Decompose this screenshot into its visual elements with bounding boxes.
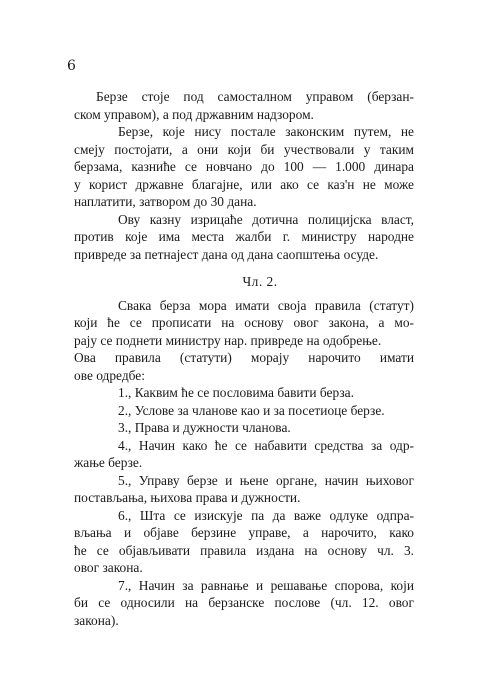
text-line: постављања, њихова права и дужности. <box>74 490 301 505</box>
paragraph-exchange-management <box>74 88 414 123</box>
text-line: ове одредбе: <box>74 367 145 383</box>
list-item <box>74 507 414 577</box>
paragraph-penalty-authority <box>74 211 414 264</box>
text-line: 2., Услове за чланове као и за посетиоце берзе. <box>118 402 385 418</box>
list-item <box>96 419 414 437</box>
text-line: 3., Права и дужности чланова. <box>118 420 291 435</box>
text-line: Берзе стоје под самосталном управом (берзан- <box>96 89 414 104</box>
list-item <box>96 384 414 402</box>
text-line: 1., Каквим ће се пословима бавити берза. <box>118 385 354 400</box>
provisions-list <box>74 384 414 629</box>
text-line: закона). <box>74 612 119 628</box>
text-line: привреде за петнајест дана од дана саопштења осуде. <box>74 246 379 262</box>
text-line: против које има места жалби г. министру народне <box>74 229 414 244</box>
text-line: Берзе, које нису постале законским путем, не <box>118 124 414 139</box>
text-line: жање берзе. <box>74 455 143 470</box>
text-line: ском управом), а под државним надзором. <box>74 106 314 122</box>
text-line: берзама, казниће се новчано до 100 — 1.000 динара <box>74 159 414 174</box>
list-item <box>74 577 414 630</box>
text-line: наплатити, затвором до 30 дана. <box>74 194 257 209</box>
list-item <box>74 437 414 472</box>
text-line: 4., Начин како ће се набавити средства за одр- <box>118 437 414 453</box>
paragraph-illegal-exchanges <box>74 123 414 211</box>
text-line: 6., Шта се изискује па да важе одлуке одпра- <box>118 507 414 523</box>
text-line: Ова правила (статути) морају нарочито имати <box>74 350 414 365</box>
text-line: 5., Управу берзе и њене органе, начин њиховог <box>118 472 414 488</box>
text-line: би се односили на берзанске послове (чл. 12. овог <box>74 595 414 610</box>
text-line: ће се објављивати правила издана на основу чл. 3. <box>74 542 414 558</box>
page-number: 6 <box>67 58 76 74</box>
text-line: у корист државне благајне, или ако се каз'н не може <box>74 176 414 192</box>
paragraph-exchange-rules <box>74 297 414 350</box>
text-line: Свака берза мора имати своја правила (статут) <box>118 297 414 313</box>
text-line: Ову казну изрицаће дотична полицијска власт, <box>118 211 414 227</box>
paragraph-required-provisions <box>74 349 414 384</box>
list-item <box>96 402 414 420</box>
list-item <box>74 472 414 507</box>
text-line: рају се поднети министру нар. привреде на одобрење. <box>74 332 382 348</box>
text-line: 7., Начин за равнање и решавање спорова, који <box>118 577 414 593</box>
text-line: вљања и објаве берзине управе, а нарочито, како <box>74 525 414 540</box>
text-line: који ће се прописати на основу овог закона, а мо- <box>74 315 414 330</box>
text-line: смеју постојати, а они који би учествовали у таким <box>74 141 414 157</box>
text-line: овог закона. <box>74 560 143 575</box>
body-text <box>74 88 414 629</box>
article-heading: Чл. 2. <box>242 274 278 289</box>
